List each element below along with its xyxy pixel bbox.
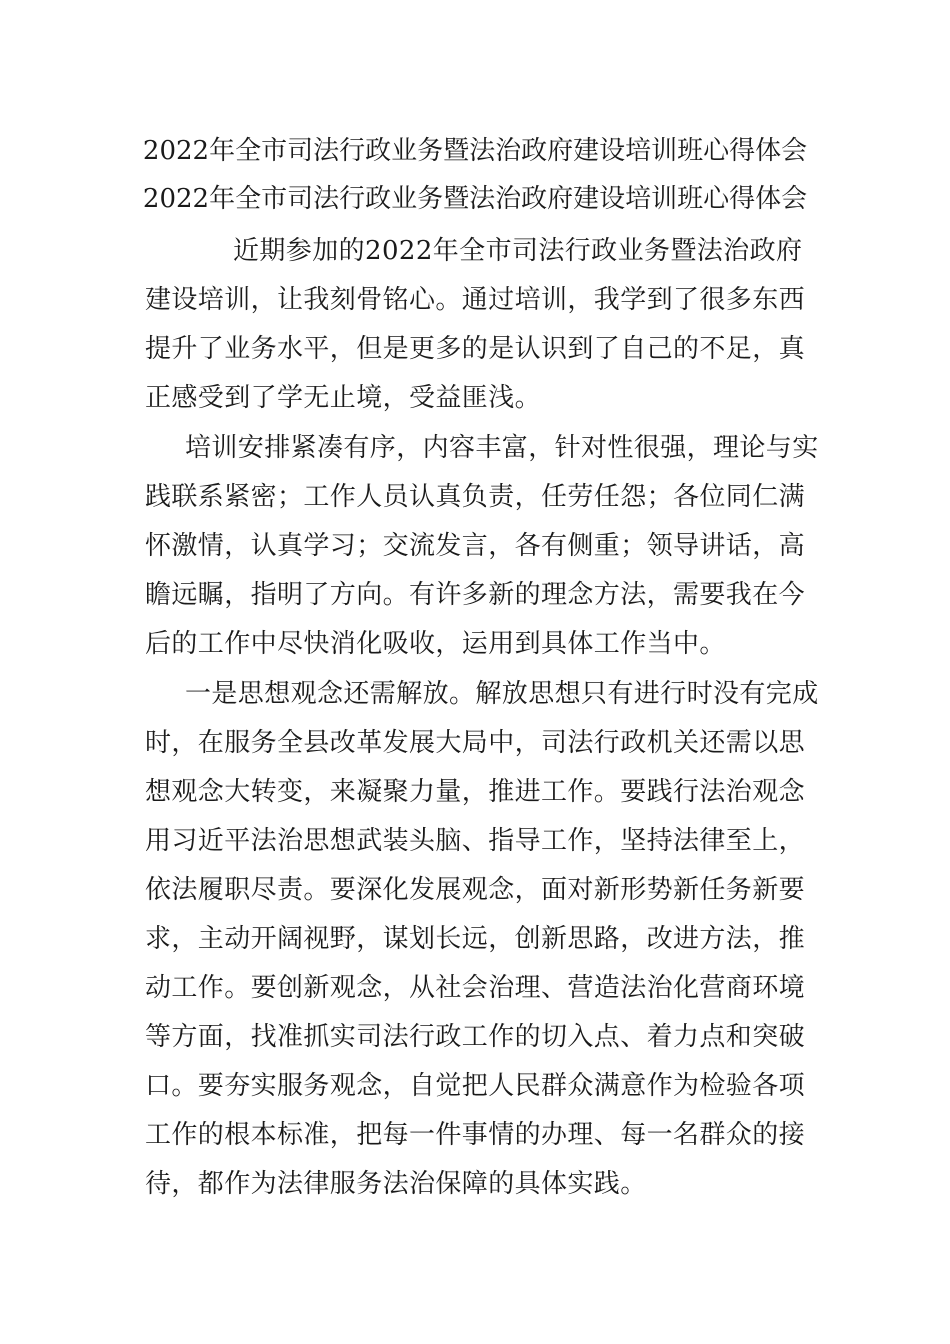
paragraph-2-line-5: 后的工作中尽快消化吸收，运用到具体工作当中。 [145, 629, 726, 659]
paragraph-1-line-1: 近期参加的2022年全市司法行政业务暨法治政府 [233, 236, 803, 266]
paragraph-3-line-4: 用习近平法治思想武装头脑、指导工作，坚持法律至上， [145, 826, 806, 856]
paragraph-3-line-9: 口。要夯实服务观念，自觉把人民群众满意作为检验各项 [145, 1071, 806, 1101]
paragraph-2-line-2: 践联系紧密；工作人员认真负责，任劳任怨；各位同仁满 [145, 482, 806, 512]
paragraph-2-line-1: 培训安排紧凑有序，内容丰富，针对性很强，理论与实 [185, 433, 819, 463]
document-title: 2022年全市司法行政业务暨法治政府建设培训班心得体会 [142, 136, 808, 166]
paragraph-3-line-5: 依法履职尽责。要深化发展观念，面对新形势新任务新要 [145, 875, 806, 905]
paragraph-3-line-2: 时，在服务全县改革发展大局中，司法行政机关还需以思 [145, 728, 806, 758]
paragraph-3-line-3: 想观念大转变，来凝聚力量，推进工作。要践行法治观念 [145, 777, 806, 807]
paragraph-3-line-6: 求，主动开阔视野，谋划长远，创新思路，改进方法，推 [145, 924, 806, 954]
paragraph-1-line-4: 正感受到了学无止境，受益匪浅。 [145, 383, 542, 413]
paragraph-3-line-1: 一是思想观念还需解放。解放思想只有进行时没有完成 [185, 679, 819, 709]
paragraph-1-line-3: 提升了业务水平，但是更多的是认识到了自己的不足，真 [145, 334, 806, 364]
paragraph-2-line-3: 怀激情，认真学习；交流发言，各有侧重；领导讲话，高 [145, 531, 806, 561]
paragraph-1-line-2: 建设培训，让我刻骨铭心。通过培训，我学到了很多东西 [145, 285, 806, 315]
document-subtitle: 2022年全市司法行政业务暨法治政府建设培训班心得体会 [142, 184, 808, 214]
paragraph-3-line-10: 工作的根本标准，把每一件事情的办理、每一名群众的接 [145, 1120, 806, 1150]
paragraph-3-line-8: 等方面，找准抓实司法行政工作的切入点、着力点和突破 [145, 1022, 806, 1052]
paragraph-3-line-11: 待，都作为法律服务法治保障的具体实践。 [145, 1169, 647, 1199]
paragraph-2-line-4: 瞻远瞩，指明了方向。有许多新的理念方法，需要我在今 [145, 580, 806, 610]
paragraph-3-line-7: 动工作。要创新观念，从社会治理、营造法治化营商环境 [145, 973, 806, 1003]
